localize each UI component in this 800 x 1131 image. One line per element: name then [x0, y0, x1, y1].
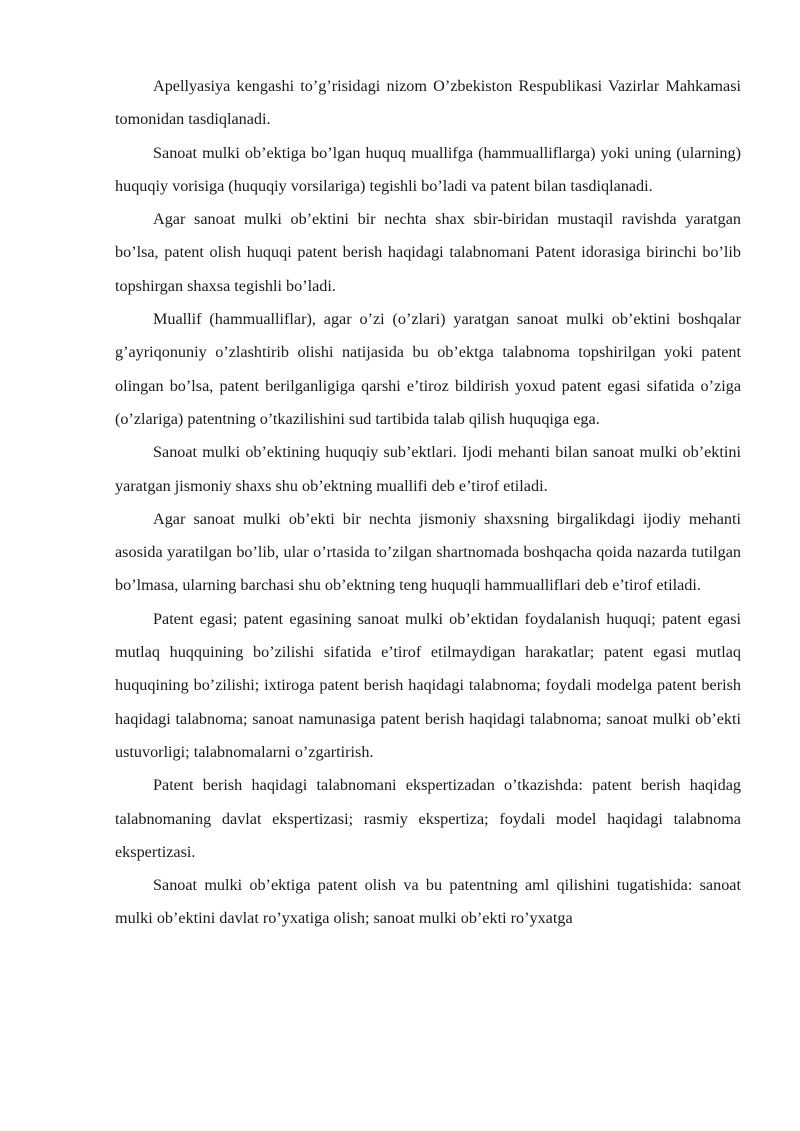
paragraph-8: Patent berish haqidagi talabnomani ekspertizadan o’tkazishda: patent berish haqidag talabnomaning davlat ekspertizasi; rasmiy ekspertiza; foydali model haqidagi talabnoma ekspertizasi. — [115, 776, 741, 861]
paragraph-7: Patent egasi; patent egasining sanoat mulki ob’ektidan foydalanish huquqi; patent egasi mutlaq huqquining bo’zilishi sifatida e’tirof etilmaydigan harakatlar; patent egasi mutlaq huquqining bo’zilishi; ixtiroga patent berish haqidagi talabnoma; foydali modelga patent berish haqidagi talabnoma; sanoat namunasiga patent berish haqidagi talabnoma; sanoat mulki ob’ekti ustuvorligi; talabnomalarni o’zgartirish. — [115, 609, 741, 761]
paragraph-6: Agar sanoat mulki ob’ekti bir nechta jismoniy shaxsning birgalikdagi ijodiy mehanti asosida yaratilgan bo’lib, ular o’rtasida to’zilgan shartnomada boshqacha qoida nazarda tutilgan bo’lmasa, ularning barchasi shu ob’ektning teng huquqli hammualliflari deb e’tirof etiladi. — [115, 509, 741, 595]
document-page — [115, 70, 741, 936]
paragraph-3: Agar sanoat mulki ob’ektini bir nechta shax sbir-biridan mustaqil ravishda yaratgan bo’lsa, patent olish huquqi patent berish haqidagi talabnomani Patent idorasiga birinchi bo’lib topshirgan shaxsa tegishli bo’ladi. — [115, 210, 741, 295]
paragraph-5: Sanoat mulki ob’ektining huquqiy sub’ektlari. Ijodi mehanti bilan sanoat mulki ob’ektini yaratgan jismoniy shaxs shu ob’ektning muallifi deb e’tirof etiladi. — [115, 443, 741, 495]
paragraph-1: Apellyasiya kengashi to’g’risidagi nizom O’zbekiston Respublikasi Vazirlar Mahkamasi tomonidan tasdiqlanadi. — [115, 77, 741, 129]
paragraph-9: Sanoat mulki ob’ektiga patent olish va bu patentning aml qilishini tugatishida: sanoat mulki ob’ektini davlat ro’yxatiga olish; sanoat mulki ob’ekti ro’yxatga — [115, 876, 741, 928]
paragraph-2: Sanoat mulki ob’ektiga bo’lgan huquq muallifga (hammualliflarga) yoki uning (ularning) huquqiy vorisiga (huquqiy vorsilariga) tegishli bo’ladi va patent bilan tasdiqlanadi. — [115, 143, 741, 195]
paragraph-4: Muallif (hammualliflar), agar o’zi (o’zlari) yaratgan sanoat mulki ob’ektini boshqalar g’ayriqonuniy o’zlashtirib olishi natijasida bu ob’ektga talabnoma topshirilgan yoki patent olingan bo’lsa, patent berilganligiga qarshi e’tiroz bildirish yoxud patent egasi sifatida o’ziga (o’zlariga) patentning o’tkazilishini sud tartibida talab qilish huquqiga ega. — [115, 310, 741, 428]
